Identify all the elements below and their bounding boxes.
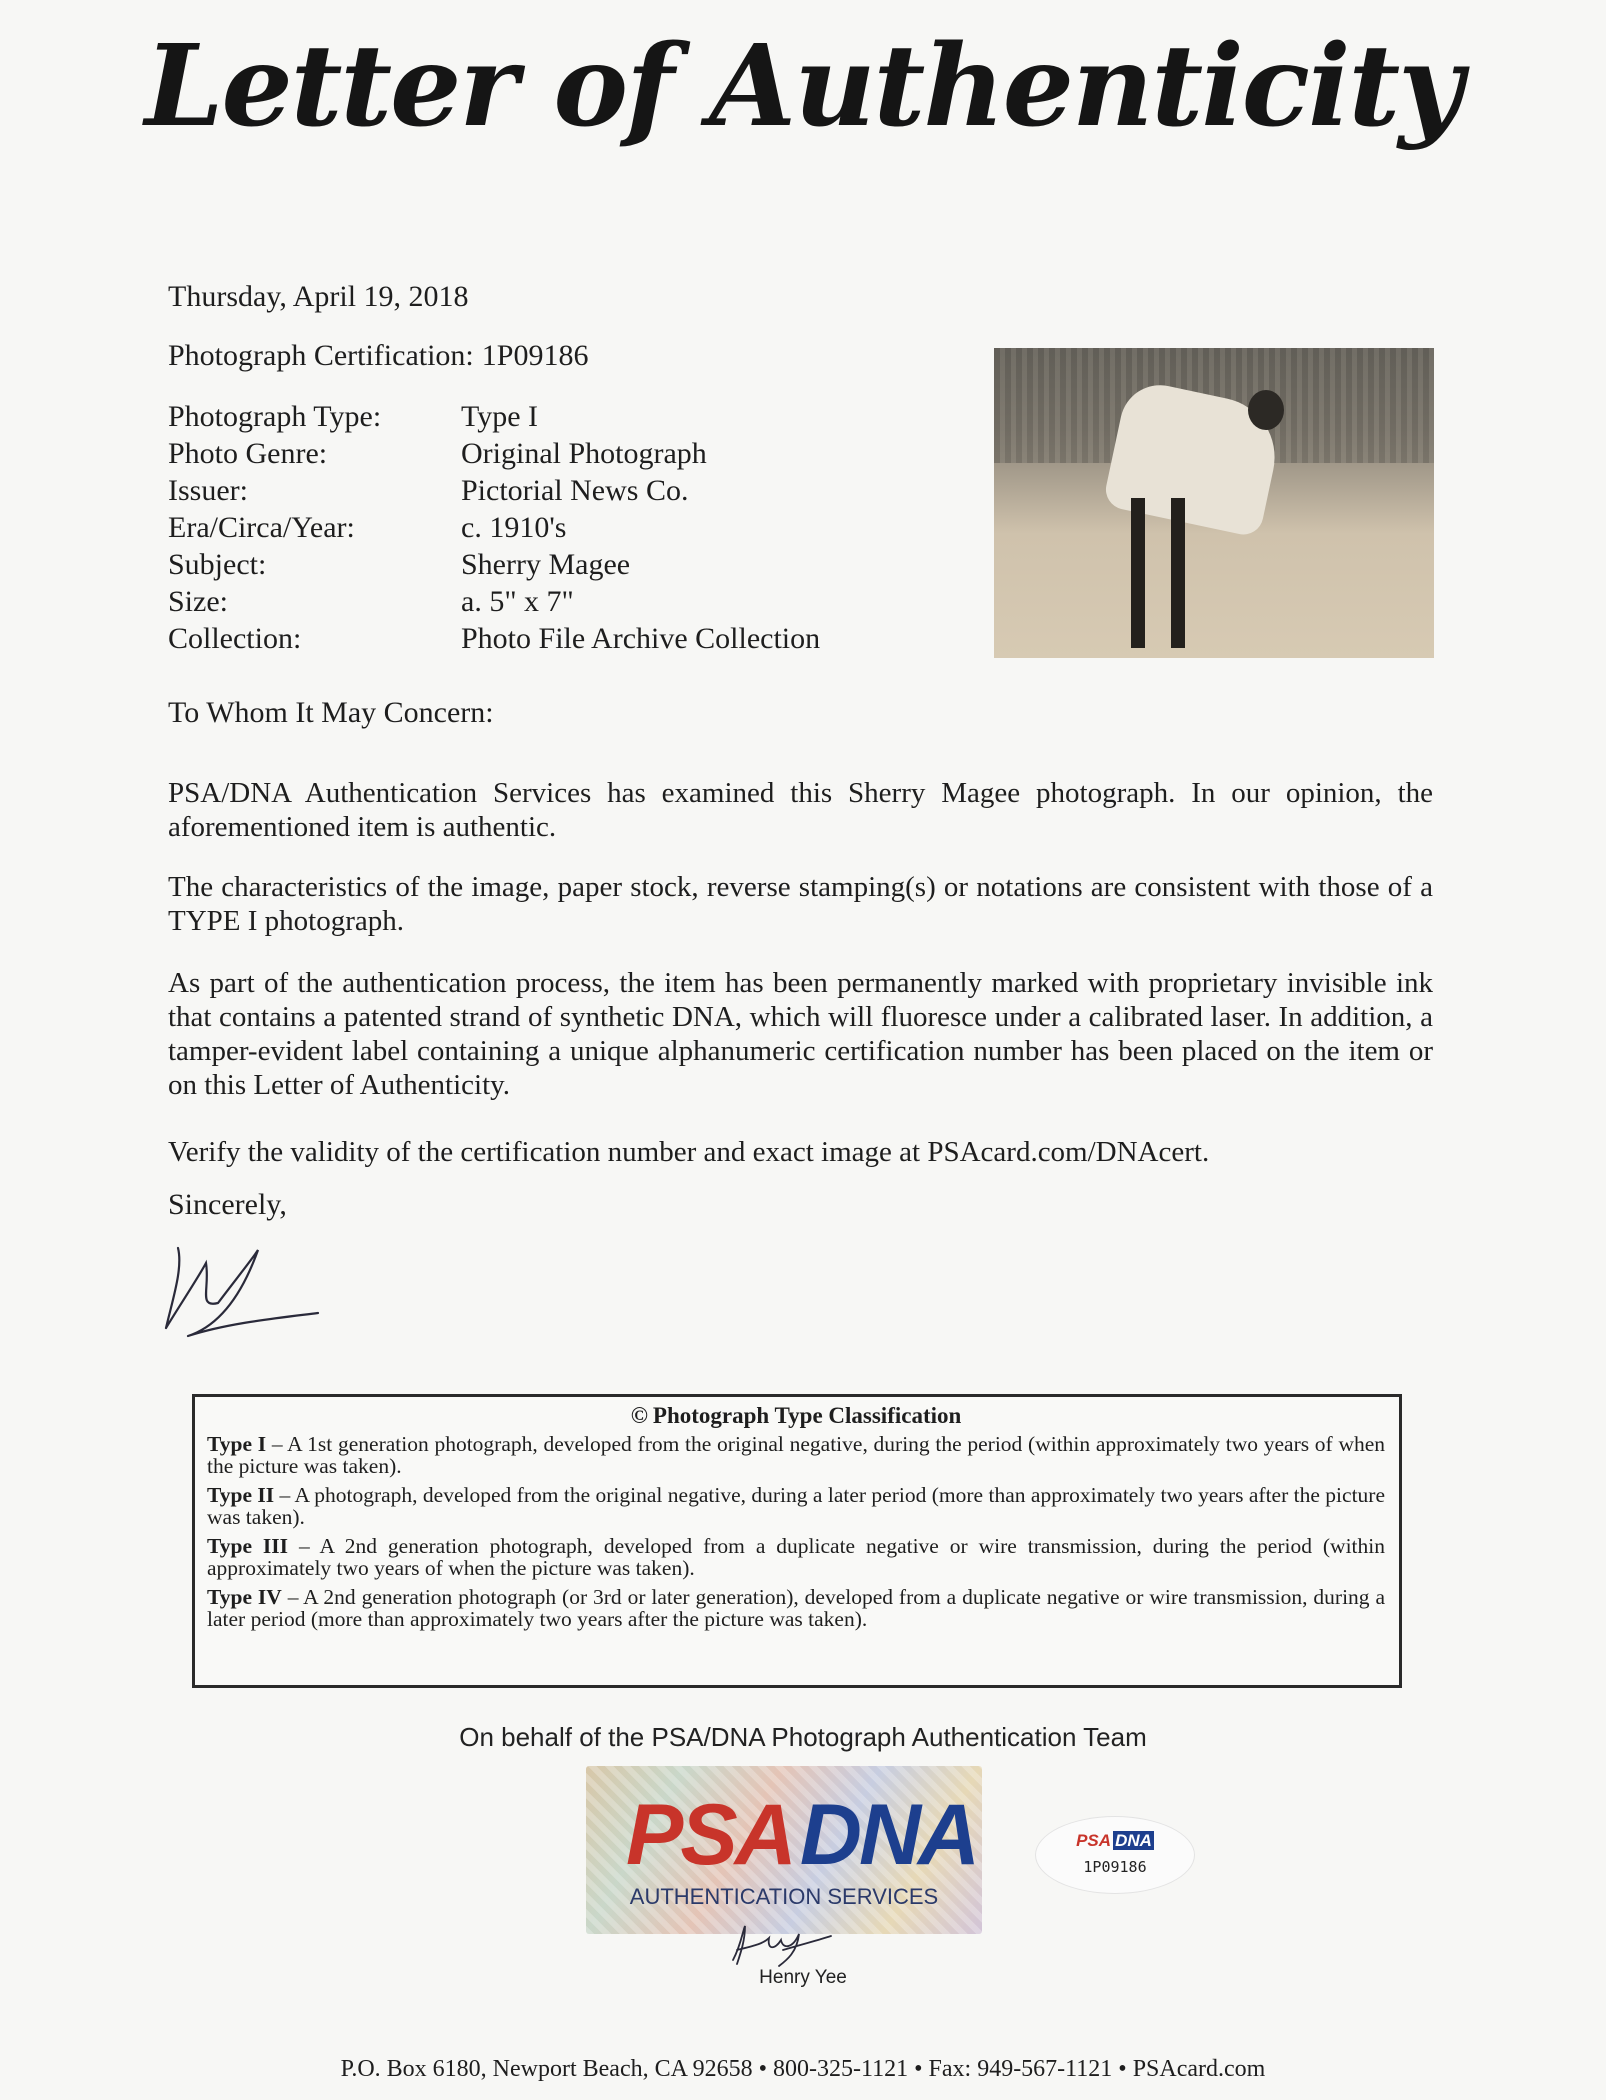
detail-row <box>168 398 820 435</box>
detail-label: Size: <box>168 585 228 618</box>
paragraph-verify: Verify the validity of the certification number and exact image at PSAcard.com/DNAcert. <box>168 1136 1210 1168</box>
detail-value: Pictorial News Co. <box>461 474 689 507</box>
detail-row <box>168 620 820 657</box>
sticker-psa-text: PSA <box>1076 1831 1112 1850</box>
detail-value: Original Photograph <box>461 437 707 470</box>
photo-details <box>168 398 820 657</box>
type-definition <box>207 1433 1385 1477</box>
behalf-line: On behalf of the PSA/DNA Photograph Authentication Team <box>459 1722 1147 1752</box>
certification-line <box>168 339 588 373</box>
detail-row <box>168 509 820 546</box>
salutation: To Whom It May Concern: <box>168 696 494 729</box>
detail-value: Photo File Archive Collection <box>461 622 821 655</box>
player-photograph <box>994 348 1434 658</box>
paragraph-dna-marking: As part of the authentication process, the item has been permanently marked with proprietary invisible ink that contains a patented strand of synthetic DNA, which will fluoresce under a calibrated laser. In addition, a tamper-evident label containing a unique alphanumeric certification number has been placed on the item or on this Letter of Authenticity. <box>168 967 1433 1101</box>
type-name: Type II <box>207 1483 275 1507</box>
detail-value: Sherry Magee <box>461 548 631 581</box>
type-name: Type I <box>207 1432 267 1456</box>
certification-label: Photograph Certification: <box>168 339 474 372</box>
signer-signature <box>723 1920 838 1970</box>
detail-value: Type I <box>461 400 539 433</box>
letter-title: Letter of Authenticity <box>144 21 1462 152</box>
certification-label-sticker <box>1035 1816 1195 1894</box>
detail-label: Era/Circa/Year: <box>168 511 355 544</box>
copyright-symbol: © <box>630 1403 648 1428</box>
type-name: Type III <box>207 1534 289 1558</box>
detail-label: Issuer: <box>168 474 248 507</box>
authenticator-signature <box>158 1228 328 1348</box>
signer-name: Henry Yee <box>759 1967 847 1988</box>
detail-row <box>168 583 820 620</box>
detail-label: Photograph Type: <box>168 400 382 433</box>
photo-player-head <box>1248 390 1284 430</box>
certification-number: 1P09186 <box>481 339 589 372</box>
paragraph-characteristics: The characteristics of the image, paper stock, reverse stamping(s) or notations are consistent with those of a TYPE I photograph. <box>168 871 1433 937</box>
psa-dna-logo <box>626 1787 978 1883</box>
footer-contact: P.O. Box 6180, Newport Beach, CA 92658 • 800-325-1121 • Fax: 949-567-1121 • PSAcard.com <box>340 2056 1266 2082</box>
type-text: – A 2nd generation photograph, developed from a duplicate negative or wire transmission, during the period (within approximately two years of when the picture was taken). <box>207 1534 1385 1580</box>
letter-date: Thursday, April 19, 2018 <box>168 280 469 313</box>
type-name: Type IV <box>207 1585 282 1609</box>
closing: Sincerely, <box>168 1188 287 1221</box>
classification-title <box>207 1403 1385 1429</box>
type-definition <box>207 1586 1385 1630</box>
dna-logo-text: DNA <box>799 1787 978 1883</box>
psa-dna-hologram <box>586 1766 982 1934</box>
sticker-cert-number: 1P09186 <box>1083 1858 1147 1876</box>
hologram-subtitle: AUTHENTICATION SERVICES <box>629 1884 939 1909</box>
detail-value: c. 1910's <box>461 511 567 544</box>
photo-player-legs <box>1131 498 1191 648</box>
detail-label: Photo Genre: <box>168 437 328 470</box>
psa-logo-text: PSA <box>626 1787 794 1883</box>
detail-label: Subject: <box>168 548 267 581</box>
type-text: – A 2nd generation photograph (or 3rd or later generation), developed from a duplicate negative or wire transmission, during a later period (more than approximately two years after the picture was taken). <box>207 1585 1385 1631</box>
type-text: – A 1st generation photograph, developed from the original negative, during the period (within approximately two years of when the picture was taken). <box>207 1432 1386 1478</box>
detail-value: a. 5" x 7" <box>461 585 574 618</box>
classification-box <box>192 1394 1402 1688</box>
type-definition <box>207 1535 1385 1579</box>
classification-heading: Photograph Type Classification <box>652 1403 962 1428</box>
type-definition <box>207 1484 1385 1528</box>
paragraph-examination: PSA/DNA Authentication Services has examined this Sherry Magee photograph. In our opinion, the aforementioned item is authentic. <box>168 777 1433 843</box>
sticker-dna-text: DNA <box>1115 1831 1152 1850</box>
detail-label: Collection: <box>168 622 302 655</box>
type-text: – A photograph, developed from the original negative, during a later period (more than approximately two years after the picture was taken). <box>207 1483 1386 1529</box>
detail-row <box>168 472 820 509</box>
sticker-logo <box>1035 1832 1195 1850</box>
detail-row <box>168 546 820 583</box>
detail-row <box>168 435 820 472</box>
